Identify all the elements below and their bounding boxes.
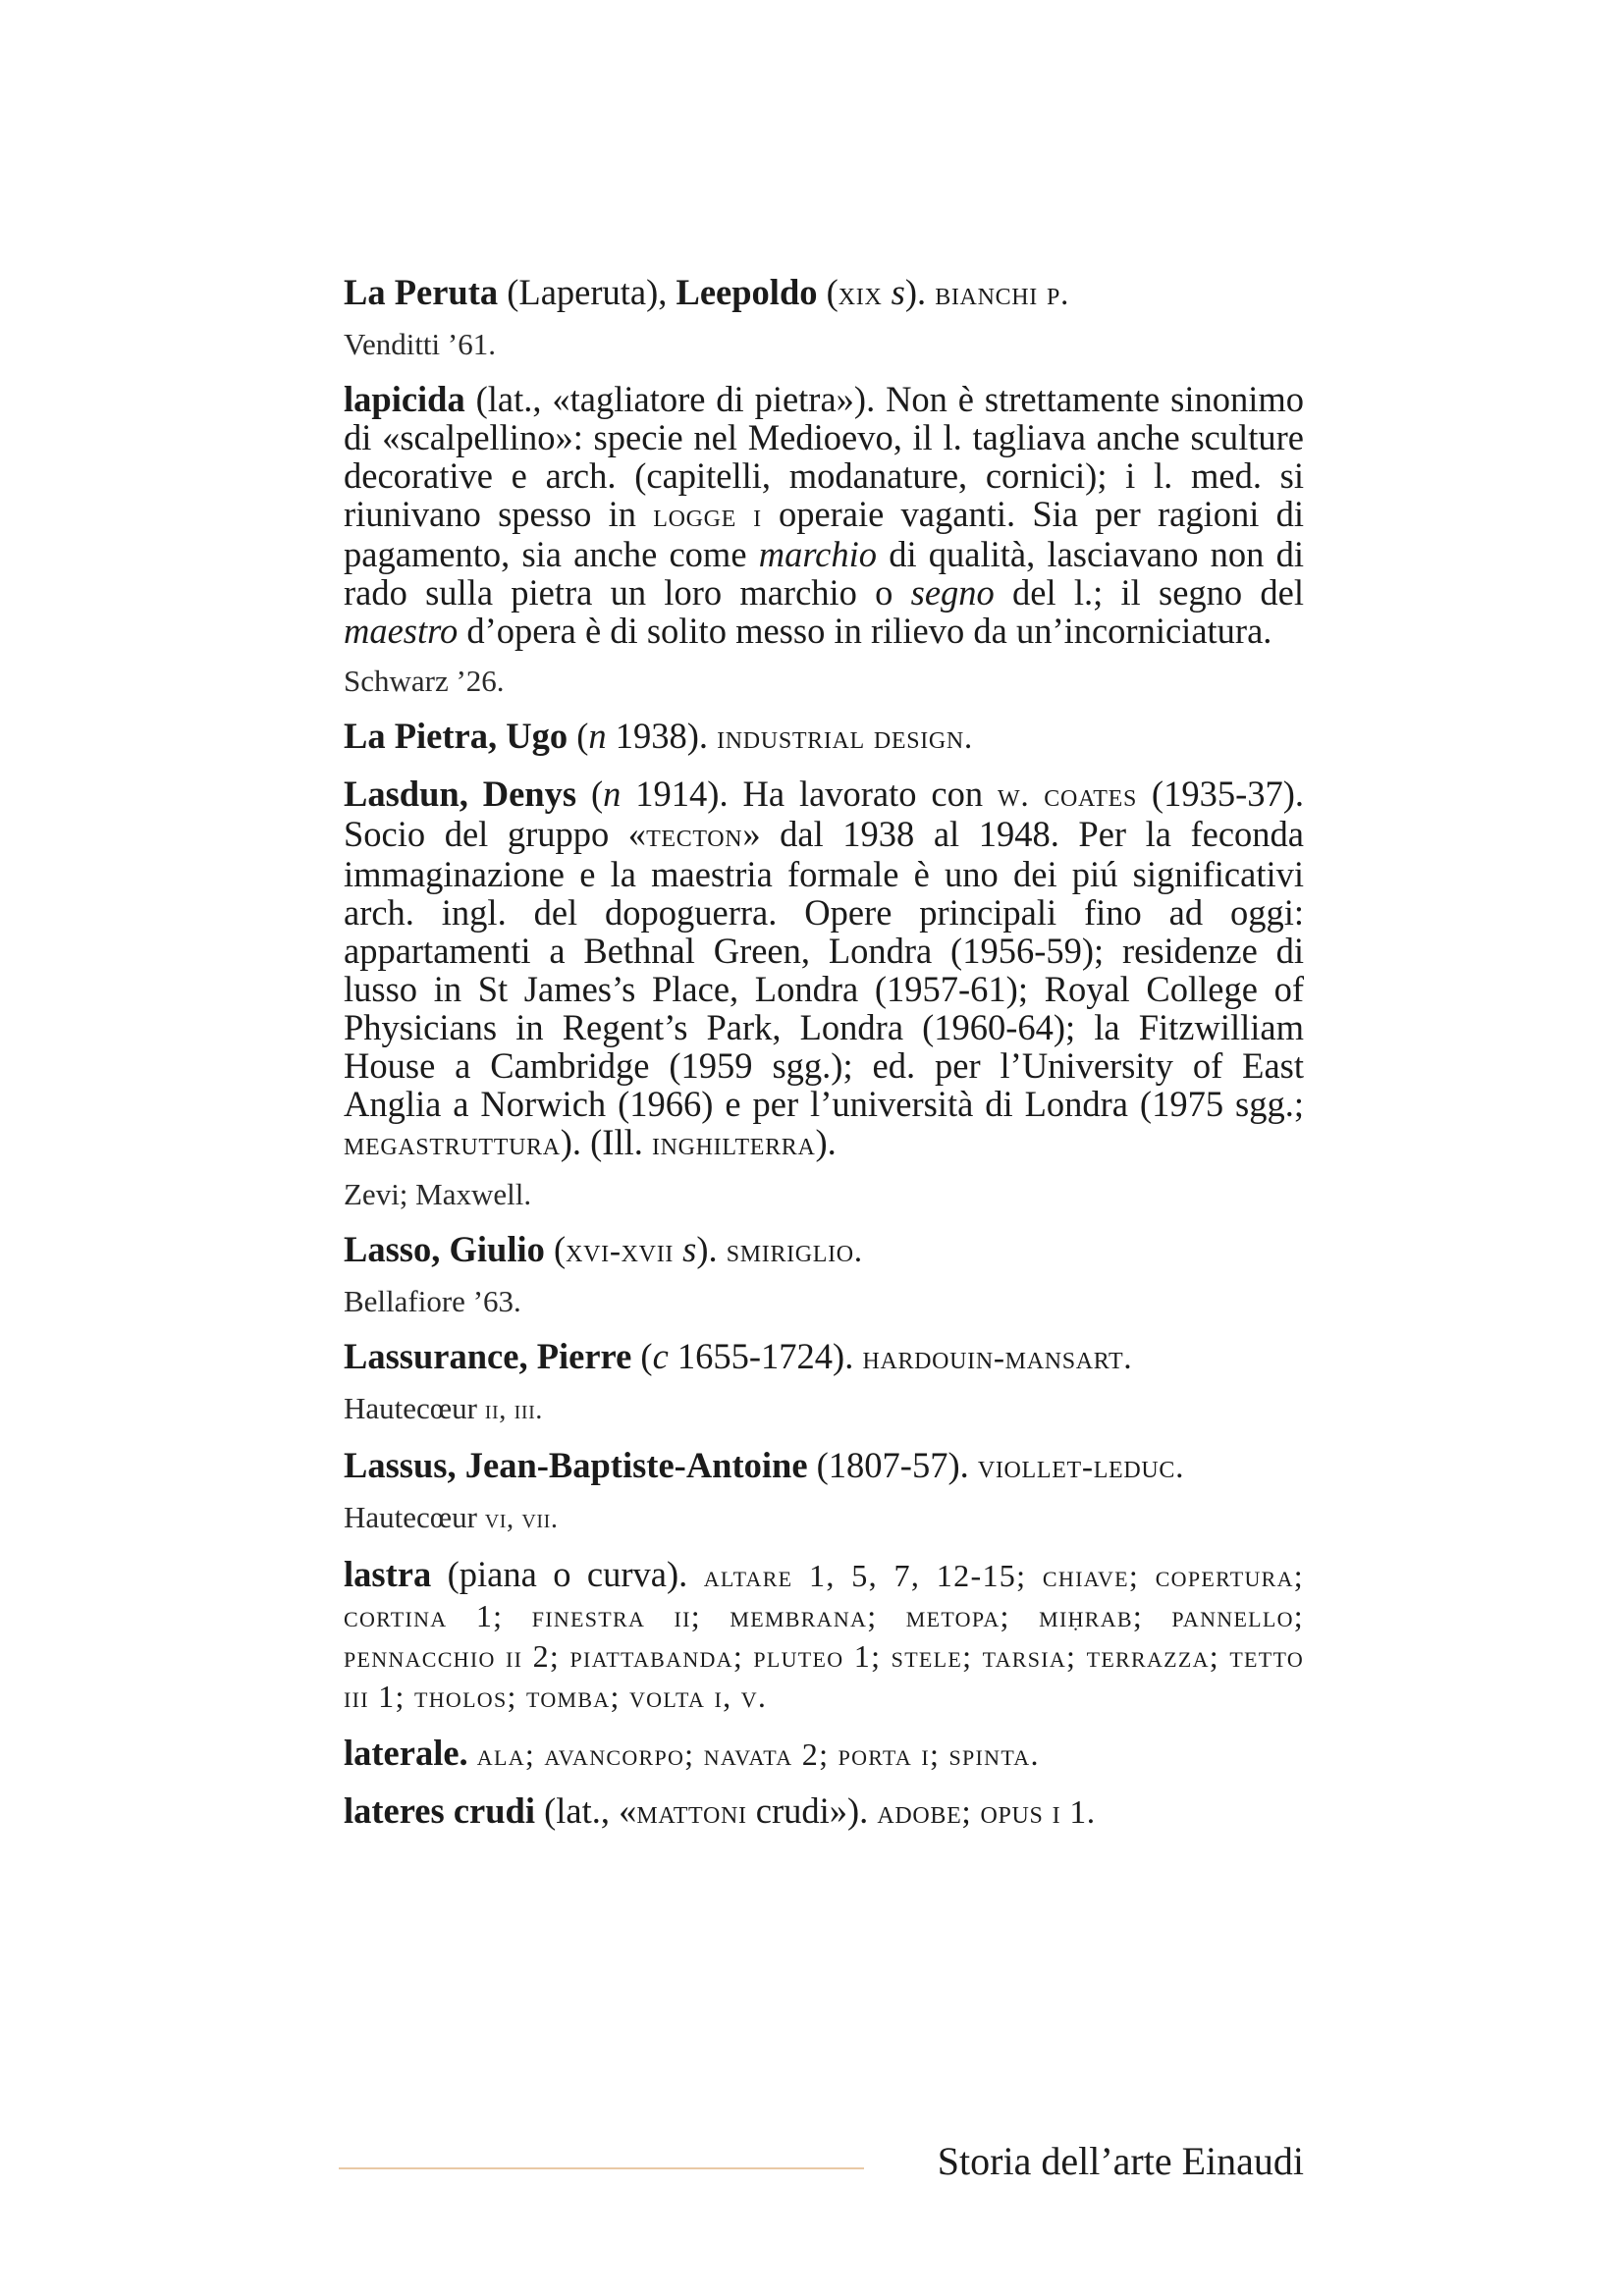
entry-text: » dal 1938 al 1948. Per la feconda immaginazione e la maestria formale è uno dei piú significativi arch. ingl. del dopoguerra. Opere principali fino ad oggi: appartamenti a Bethnal Green, Londra (1956-59); residenze di lusso in St James’s Place, Londra (1957-61); Royal College of Physicians in Regent’s Park, Londra (1960-64); la Fitzwilliam House a Cambridge (1959 sgg.); ed. per l’University of East Anglia a Norwich (1966) e per l’università di Londra (1975 sgg.; <box>344 814 1305 1124</box>
headword: Lassus, Jean-Baptiste-Antoine <box>344 1445 808 1485</box>
entry-text: ). <box>904 272 936 312</box>
entry-body <box>344 1791 1304 1832</box>
cross-reference: viollet-leduc. <box>977 1449 1185 1485</box>
cross-reference-list: altare 1, 5, 7, 12-15; chiave; copertura; cortina 1; finestra ii; membrana; metopa; miḥrab; pannello; pennacchio ii 2; piattabanda; pluteo 1; stele; tarsia; terrazza; tetto iii 1; tholos; tomba; volta i, v. <box>344 1558 1304 1714</box>
entry-body <box>344 273 1304 313</box>
entry-lastra <box>344 1555 1304 1716</box>
emphasis: n <box>603 774 622 814</box>
headword: lastra <box>344 1554 432 1594</box>
entry-la-peruta <box>344 273 1304 362</box>
bibliography: Bellafiore ’63. <box>344 1284 521 1318</box>
entry-body <box>344 1446 1304 1486</box>
cross-reference: mattoni <box>636 1794 747 1831</box>
entry-body <box>344 1555 1304 1716</box>
publisher-footer: Storia dell’arte Einaudi <box>937 2139 1304 2183</box>
emphasis: n <box>588 716 607 756</box>
bibliography <box>344 1500 1304 1537</box>
cross-reference: w. coates <box>998 777 1137 814</box>
entry-text: (Laperuta), <box>498 272 676 312</box>
entry-text: ). <box>696 1229 727 1269</box>
entry-text: di qualità, lasciavano non di rado sulla pietra un loro marchio o <box>344 534 1304 613</box>
entry-body <box>344 380 1304 650</box>
bibliography-text: Hautecœur <box>344 1500 485 1534</box>
entry-text: (lat., «tagliatore di pietra»). Non è strettamente sinonimo di «scalpellino»: specie nel Medioevo, il l. tagliava anche sculture decorative e arch. (capitelli, modanature, cornici); i l. med. si riunivano spesso in <box>344 379 1304 534</box>
entry-text: (1807-57). <box>807 1445 978 1485</box>
cross-reference: industrial design. <box>717 720 974 756</box>
headword: lateres crudi <box>344 1790 535 1831</box>
volume-numbers: vi, vii. <box>484 1504 559 1534</box>
century: xix <box>838 276 883 312</box>
cross-reference: bianchi p. <box>935 276 1070 312</box>
headword: Lasdun, Denys <box>344 774 577 814</box>
entry-lasso <box>344 1230 1304 1319</box>
cross-reference: tecton <box>646 818 743 854</box>
entry-lapicida <box>344 380 1304 699</box>
cross-reference: smiriglio. <box>726 1233 863 1269</box>
entry-text: (lat., « <box>534 1790 637 1831</box>
entry-text: ( <box>544 1229 567 1269</box>
entry-text: 1655-1724). <box>668 1336 863 1376</box>
cross-reference: inghilterra <box>652 1126 816 1162</box>
century: xvi-xvii <box>566 1233 675 1269</box>
entry-body <box>344 1734 1304 1774</box>
entry-text: del l.; il segno del <box>994 572 1305 613</box>
century-abbrev: s <box>674 1229 697 1269</box>
volume-numbers: ii, iii. <box>484 1395 544 1425</box>
entry-text: ). (Ill. <box>560 1122 652 1162</box>
entry-body <box>344 774 1304 1163</box>
cross-reference: logge i <box>653 498 762 534</box>
headword: laterale. <box>344 1733 468 1773</box>
emphasis: segno <box>910 572 995 613</box>
entry-text: ). <box>815 1122 837 1162</box>
entry-text: 1938). <box>606 716 718 756</box>
entry-text: 1914). Ha lavorato con <box>621 774 999 814</box>
entry-text: (1935-37). Socio del gruppo « <box>344 774 1304 854</box>
bibliography: Venditti ’61. <box>344 327 496 361</box>
headword: La Pietra, Ugo <box>344 716 568 756</box>
entry-text: ( <box>817 272 839 312</box>
cross-reference: hardouin-mansart. <box>862 1340 1133 1376</box>
headword: lapicida <box>344 379 465 419</box>
emphasis: marchio <box>758 534 878 574</box>
entry-lasdun <box>344 774 1304 1212</box>
cross-reference: adobe; opus i 1. <box>877 1794 1096 1831</box>
entry-text: ( <box>576 774 604 814</box>
cross-reference: megastruttura <box>344 1126 561 1162</box>
bibliography-text: Hautecœur <box>344 1391 485 1425</box>
entry-text: (piana o curva). <box>431 1554 704 1594</box>
entry-lateres-crudi <box>344 1791 1304 1832</box>
headword: Lassurance, Pierre <box>344 1336 632 1376</box>
dictionary-page <box>344 273 1304 1849</box>
entry-text: operaie vaganti. Sia per ragioni di pagamento, sia anche come <box>344 494 1304 574</box>
entry-body <box>344 1337 1304 1377</box>
entry-lassurance <box>344 1337 1304 1428</box>
bibliography: Schwarz ’26. <box>344 664 505 698</box>
headword: La Peruta <box>344 272 499 312</box>
footer-divider <box>339 2167 864 2169</box>
century-abbrev: s <box>882 272 905 312</box>
entry-text: ( <box>568 716 589 756</box>
entry-text: d’opera è di solito messo in rilievo da un’incorniciatura. <box>458 611 1272 651</box>
emphasis: maestro <box>344 611 459 651</box>
headword: Lasso, Giulio <box>344 1229 545 1269</box>
entry-lassus <box>344 1446 1304 1537</box>
entry-la-pietra <box>344 717 1304 757</box>
entry-body <box>344 717 1304 757</box>
bibliography: Zevi; Maxwell. <box>344 1177 532 1211</box>
entry-body <box>344 1230 1304 1270</box>
entry-text: ( <box>631 1336 653 1376</box>
emphasis: c <box>652 1336 669 1376</box>
headword-forename: Leepoldo <box>676 272 818 312</box>
entry-text: crudi»). <box>746 1790 878 1831</box>
entry-laterale <box>344 1734 1304 1774</box>
bibliography <box>344 1391 1304 1428</box>
cross-reference-list: ala; avancorpo; navata 2; porta i; spinta. <box>476 1736 1040 1772</box>
